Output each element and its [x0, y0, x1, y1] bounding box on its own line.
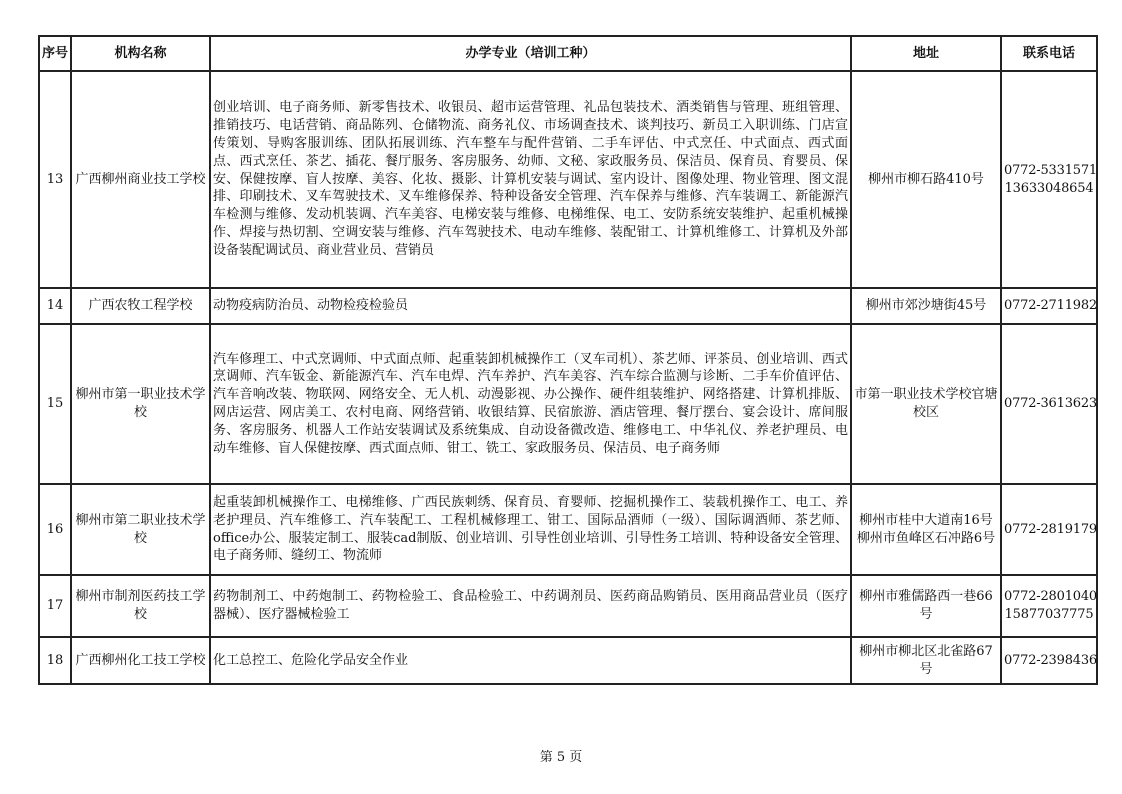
header-seq: 序号: [39, 36, 71, 71]
phone-line: 0772-3613623: [1004, 396, 1097, 412]
row-address: 柳州市桂中大道南16号柳州市鱼峰区石冲路6号: [851, 484, 1001, 575]
school-table: [38, 35, 1098, 685]
row-phone: [1001, 288, 1097, 324]
table-row: [39, 575, 1097, 637]
phone-line: 13633048654: [1004, 180, 1094, 196]
table-row: [39, 484, 1097, 575]
table-header-row: [39, 36, 1097, 71]
phone-line: 0772-2801040: [1004, 589, 1097, 605]
phone-line: 0772-2398436: [1004, 652, 1097, 668]
row-phone: [1001, 637, 1097, 684]
row-institution-name: 广西农牧工程学校: [71, 288, 210, 324]
row-phone: [1001, 324, 1097, 484]
row-address: 市第一职业技术学校官塘校区: [851, 324, 1001, 484]
header-address: 地址: [851, 36, 1001, 71]
row-seq: 14: [39, 288, 71, 324]
row-phone: [1001, 484, 1097, 575]
phone-line: 15877037775: [1004, 607, 1094, 622]
row-seq: 18: [39, 637, 71, 684]
row-phone: [1001, 71, 1097, 288]
row-seq: 17: [39, 575, 71, 637]
row-seq: 13: [39, 71, 71, 288]
phone-line: 0772-2819179: [1004, 521, 1097, 537]
row-majors: 动物疫病防治员、动物检疫检验员: [210, 288, 851, 324]
row-seq: 16: [39, 484, 71, 575]
page-number: 第 5 页: [539, 750, 583, 765]
row-address: 柳州市柳北区北雀路67号: [851, 637, 1001, 684]
phone-line: 0772-2711982: [1004, 298, 1097, 314]
row-seq: 15: [39, 324, 71, 484]
header-phone: 联系电话: [1001, 36, 1097, 71]
table-row: [39, 637, 1097, 684]
row-address: 柳州市柳石路410号: [851, 71, 1001, 288]
row-phone: [1001, 575, 1097, 637]
row-address: 柳州市雅儒路西一巷66号: [851, 575, 1001, 637]
row-majors: 汽车修理工、中式烹调师、中式面点师、起重装卸机械操作工（叉车司机）、茶艺师、评茶员、创业培训、西式烹调师、汽车钣金、新能源汽车、汽车电焊、汽车养护、汽车美容、汽车综合监测与诊断、二手车价值评估、汽车音响改装、物联网、网络安全、无人机、动漫影视、办公操作、硬件组装维护、网络搭建、计算机排版、网店运营、网店美工、农村电商、网络营销、收银结算、民宿旅游、酒店管理、餐厅摆台、宴会设计、席间服务、客房服务、机器人工作站安装调试及系统集成、自动设备微改造、维修电工、中华礼仪、养老护理员、电动车维修、盲人保健按摩、西式面点师、钳工、铣工、家政服务员、保洁员、电子商务师: [210, 324, 851, 484]
row-majors: 化工总控工、危险化学品安全作业: [210, 637, 851, 684]
row-majors: 药物制剂工、中药炮制工、药物检验工、食品检验工、中药调剂员、医药商品购销员、医用商品营业员（医疗器械）、医疗器械检验工: [210, 575, 851, 637]
table-row: [39, 288, 1097, 324]
row-institution-name: 柳州市制剂医药技工学校: [71, 575, 210, 637]
row-address: 柳州市郊沙塘街45号: [851, 288, 1001, 324]
row-majors: 创业培训、电子商务师、新零售技术、收银员、超市运营管理、礼品包装技术、酒类销售与管理、班组管理、推销技巧、电话营销、商品陈列、仓储物流、商务礼仪、市场调查技术、谈判技巧、新员工入职训练、门店宣传策划、导购客服训练、团队拓展训练、汽车整车与配件营销、二手车评估、中式烹任、中式面点、西式面点、西式烹任、茶艺、插花、餐厅服务、客房服务、幼师、文秘、家政服务员、保洁员、保育员、育婴员、保安、保健按摩、盲人按摩、美容、化妆、摄影、计算机安装与调试、室内设计、图像处理、物业管理、图文混排、印刷技术、叉车驾驶技术、叉车维修保养、特种设备安全管理、汽车保养与维修、汽车装调工、新能源汽车检测与维修、发动机装调、汽车美容、电梯安装与维修、电梯维保、电工、安防系统安装维护、起重机械操作、焊接与热切割、空调安装与维修、汽车驾驶技术、电动车维修、装配钳工、计算机维修工、计算机及外部设备装配调试员、商业营业员、营销员: [210, 71, 851, 288]
header-name: 机构名称: [71, 36, 210, 71]
phone-line: 0772-5331571: [1004, 162, 1097, 178]
row-majors: 起重装卸机械操作工、电梯维修、广西民族刺绣、保育员、育婴师、挖掘机操作工、装载机操作工、电工、养老护理员、汽车维修工、汽车装配工、工程机械修理工、钳工、国际品酒师（一级）、国际调酒师、茶艺师、office办公、服装定制工、服装cad制版、创业培训、引导性创业培训、引导性务工培训、特种设备安全管理、电子商务师、缝纫工、物流师: [210, 484, 851, 575]
table-row: [39, 324, 1097, 484]
header-major: 办学专业（培训工种）: [210, 36, 851, 71]
row-institution-name: 柳州市第二职业技术学校: [71, 484, 210, 575]
row-institution-name: 柳州市第一职业技术学校: [71, 324, 210, 484]
table-row: [39, 71, 1097, 288]
row-institution-name: 广西柳州商业技工学校: [71, 71, 210, 288]
row-institution-name: 广西柳州化工技工学校: [71, 637, 210, 684]
